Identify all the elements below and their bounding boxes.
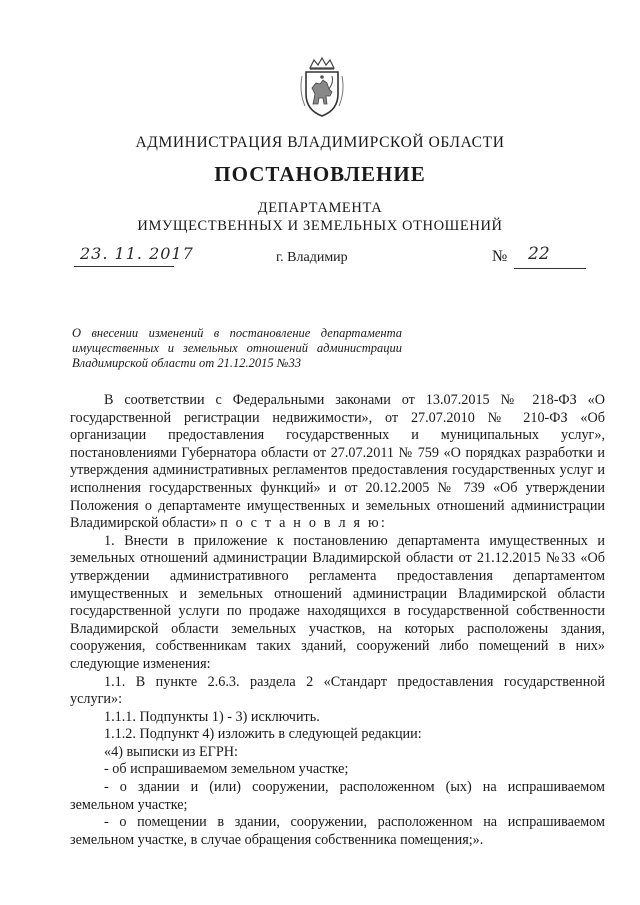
department-line-2: ИМУЩЕСТВЕННЫХ И ЗЕМЕЛЬНЫХ ОТНОШЕНИЙ (137, 218, 503, 234)
paragraph-1: 1. Внести в приложение к постановлению департамента имущественных и земельных отношений администрации Владимирской области от 21.12.2015 №33 «Об утверждении административного регламента предоставления департаментом имущественных и земельных отношений администрации Владимирской области государственной услуги по продаже находящихся в государственной собственности Владимирской области земельных участков, на которых расположены здания, сооружения, собственникам таких зданий, сооружений либо помещений в них» следующие изменения: (70, 532, 605, 672)
city-label: г. Владимир (276, 250, 348, 265)
preamble-paragraph (70, 392, 605, 533)
paragraph-1-1-2: 1.1.2. Подпункт 4) изложить в следующей редакции: (104, 726, 422, 743)
dash-item-1: - об испрашиваемом земельном участке; (104, 761, 349, 778)
quote-item-4: «4) выписки из ЕГРН: (104, 743, 238, 760)
subject-block: О внесении изменений в постановление департамента имущественных и земельных отношений администрации Владимирской области от 21.12.2015 №33 (72, 326, 402, 370)
dash-item-2: - о здании и (или) сооружении, расположенном (ых) на испрашиваемом земельном участке; (70, 779, 605, 813)
paragraph-1-1-1: 1.1.1. Подпункты 1) - 3) исключить. (104, 708, 320, 725)
coat-of-arms-icon (296, 56, 348, 120)
handwritten-date: 23. 11. 2017 (80, 244, 194, 263)
department-line-1: ДЕПАРТАМЕНТА (257, 200, 383, 216)
preamble-text: В соответствии с Федеральными законами от 13.07.2015 № 218-ФЗ «О государственной регистрации недвижимости», от 27.07.2010 № 210-ФЗ «Об организации предоставления государственных и муниципальных услуг», постановлениями Губернатора области от 27.07.2011 № 759 «О порядках разработки и утверждения административных регламентов предоставления государственных услуг и исполнения государственных функций» и от 20.12.2005 № 739 «Об утверждении Положения о департаменте имущественных и земельных отношений администрации Владимирской области» (70, 392, 605, 532)
agency-title: АДМИНИСТРАЦИЯ ВЛАДИМИРСКОЙ ОБЛАСТИ (135, 134, 505, 151)
document-body (70, 392, 605, 849)
handwritten-number: 22 (528, 244, 550, 264)
number-underline (514, 248, 586, 269)
number-label: № (492, 248, 508, 265)
dash-item-3: - о помещении в здании, сооружении, расположенном на испрашиваемом земельном участке, в случае обращения собственника помещения;». (70, 814, 605, 848)
document-type: ПОСТАНОВЛЕНИЕ (214, 162, 426, 186)
decree-word: п о с т а н о в л я ю: (220, 515, 387, 532)
paragraph-1-1: 1.1. В пункте 2.6.3. раздела 2 «Стандарт предоставления государственной услуги»: (70, 673, 605, 708)
